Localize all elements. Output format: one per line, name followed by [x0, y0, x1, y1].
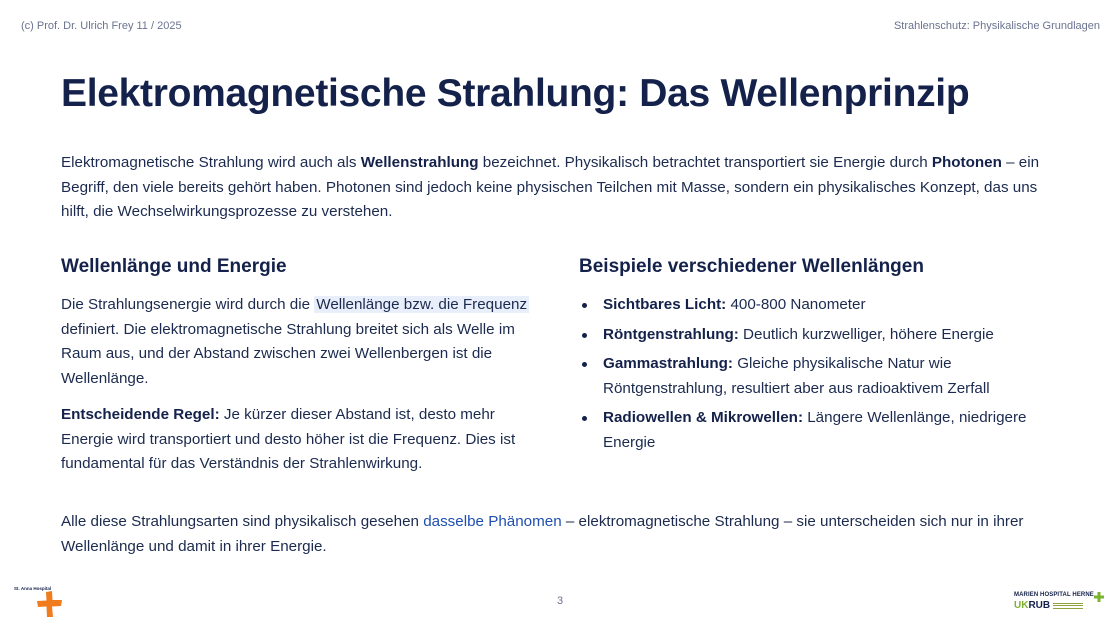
page-number: 3	[556, 595, 564, 607]
st-anna-logo-text: St. Anna Hospital	[14, 586, 52, 591]
list-item-label: Röntgenstrahlung:	[603, 325, 739, 343]
rub-text: RUB	[1028, 600, 1051, 611]
bullet-icon	[582, 303, 587, 308]
left-column	[61, 256, 551, 477]
left-paragraph-2	[61, 403, 551, 477]
left-paragraph-1	[61, 293, 551, 391]
list-item-text: 400-800 Nanometer	[726, 296, 866, 313]
list-item-label: Sichtbares Licht:	[603, 296, 727, 313]
list-item	[579, 352, 1079, 401]
list-item-text: Gleiche physikalische Natur wie Röntgenstrahlung, resultiert aber aus radioaktivem Zerfall	[603, 355, 990, 397]
header-author-date: (c) Prof. Dr. Ulrich Frey 11 / 2025	[21, 20, 182, 32]
list-item-label: Gammastrahlung:	[603, 355, 733, 372]
bullet-icon	[582, 416, 587, 421]
list-item	[579, 293, 1079, 318]
list-item	[579, 323, 1079, 348]
intro-bold-wellenstrahlung: Wellenstrahlung	[360, 154, 479, 171]
intro-text-2: bezeichnet. Physikalisch betrachtet transportiert sie Energie durch	[478, 154, 932, 171]
header-topic: Strahlenschutz: Physikalische Grundlagen	[893, 20, 1100, 32]
closing-paragraph	[61, 510, 1061, 559]
list-item-text: Längere Wellenlänge, niedrigere Energie	[603, 409, 1027, 451]
rule-text: Je kürzer dieser Abstand ist, desto mehr Energie wird transportiert und desto höher ist die Frequenz. Dies ist fundamental für das Verständnis der Strahlenwirkung.	[61, 406, 516, 472]
left-column-heading: Wellenlänge und Energie	[61, 256, 287, 277]
closing-text-2: – elektromagnetische Strahlung – sie unterscheiden sich nur in ihrer Wellenlänge und damit in ihrer Energie.	[61, 513, 1024, 555]
intro-bold-photonen: Photonen	[931, 154, 1002, 171]
slide-title: Elektromagnetische Strahlung: Das Wellenprinzip	[61, 72, 970, 115]
closing-text-1: Alle diese Strahlungsarten sind physikalisch gesehen	[61, 513, 424, 530]
left-p1-text-1: Die Strahlungsenergie wird durch die	[61, 296, 315, 313]
intro-text-1: Elektromagnetische Strahlung wird auch als	[61, 154, 361, 171]
university-lines-icon	[1053, 603, 1083, 609]
list-item	[579, 406, 1079, 455]
left-p1-text-2: definiert. Die elektromagnetische Strahlung breitet sich als Welle im Raum aus, und der Abstand zwischen zwei Wellenbergen ist die Wellenlänge.	[61, 320, 515, 387]
marien-hospital-text: MARIEN HOSPITAL HERNE	[1014, 592, 1094, 598]
bullet-icon	[582, 333, 587, 338]
marien-hospital-logo	[1014, 592, 1104, 616]
orange-cross-icon	[36, 590, 64, 618]
right-column-heading: Beispiele verschiedener Wellenlängen	[579, 256, 924, 277]
ukrub-wordmark	[1014, 600, 1050, 611]
st-anna-hospital-logo	[14, 586, 70, 618]
intro-text-3: – ein Begriff, den viele bereits gehört haben. Photonen sind jedoch keine physischen Teilchen mit Masse, sondern ein physikalisches Konzept, das uns hilft, die Wechselwirkungsprozesse zu verstehen.	[61, 154, 1040, 220]
phenomenon-link[interactable]: dasselbe Phänomen	[423, 513, 562, 530]
highlight-wellenlaenge: Wellenlänge bzw. die Frequenz	[316, 296, 528, 313]
intro-paragraph	[61, 151, 1061, 225]
uk-text: UK	[1014, 600, 1029, 611]
bullet-icon	[582, 362, 587, 367]
right-column	[579, 256, 1079, 460]
list-item-text: Deutlich kurzwelliger, höhere Energie	[738, 325, 994, 343]
wavelength-examples-list	[579, 293, 1079, 455]
rule-label: Entscheidende Regel:	[61, 406, 220, 423]
list-item-label: Radiowellen & Mikrowellen:	[603, 409, 804, 426]
green-cross-mark-icon	[1094, 592, 1104, 602]
